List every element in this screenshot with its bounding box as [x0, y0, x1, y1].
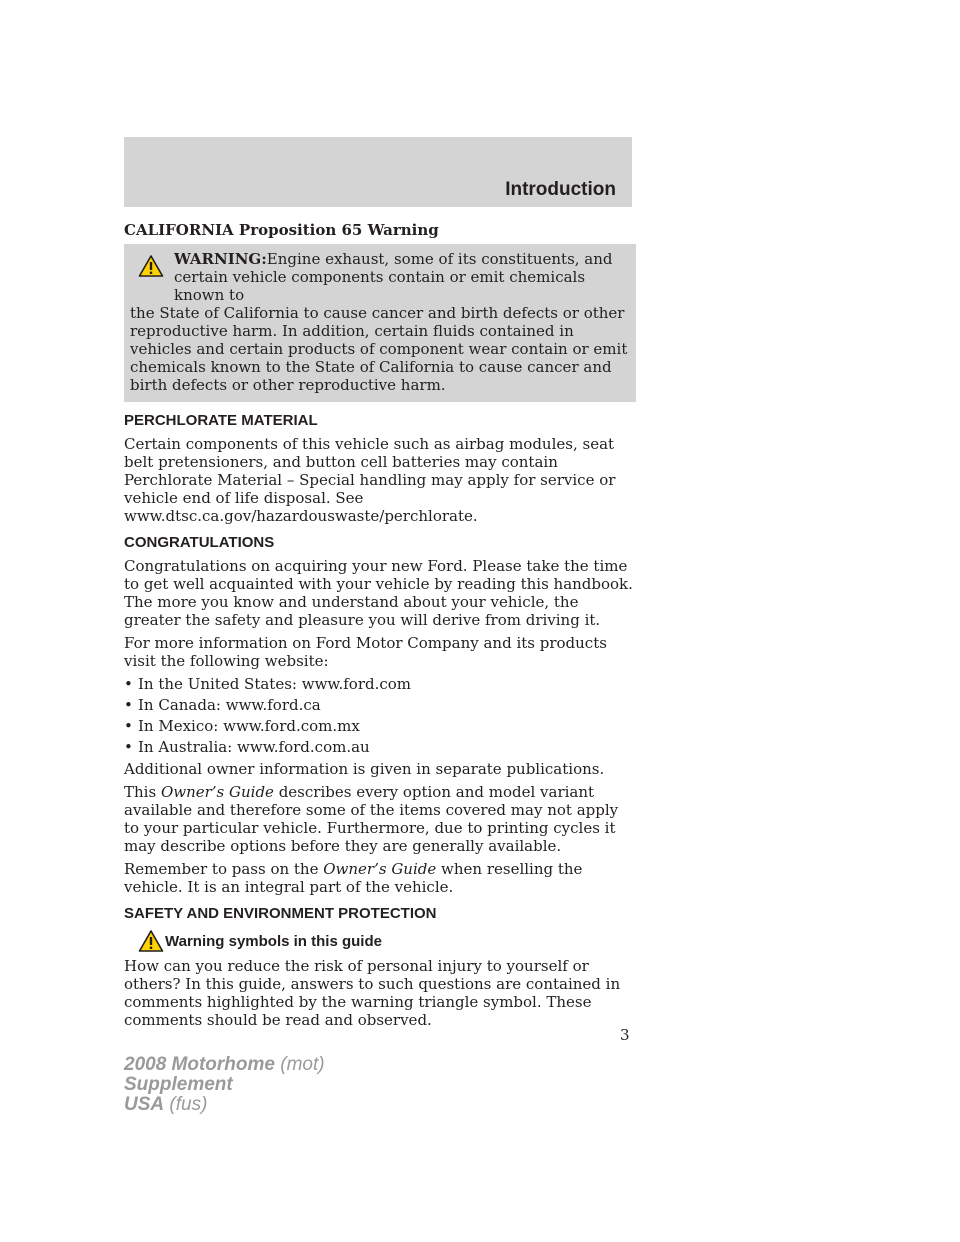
paragraph-prefix: Remember to pass on the [124, 860, 324, 878]
list-item [124, 696, 636, 714]
congratulations-paragraph-1: Congratulations on acquiring your new Ford. Please take the time to get well acquainted with your vehicle by reading this handbook. The more you know and understand about your vehicle, the greater the safety and pleasure you will derive from driving it. [124, 557, 633, 629]
safety-body: How can you reduce the risk of personal injury to yourself or others? In this guide, answers to such questions are contained in comments highlighted by the warning triangle symbol. These comments should be read and observed. [124, 957, 621, 1029]
list-item [124, 675, 636, 693]
footer-line-3 [124, 1095, 325, 1115]
bullet-icon: • [124, 738, 133, 756]
paragraph-prefix: This [124, 783, 161, 801]
reselling-paragraph [124, 860, 636, 896]
warning-symbols-subheading [124, 929, 636, 955]
perchlorate-heading: PERCHLORATE MATERIAL [124, 412, 318, 429]
warning-triangle-icon [138, 254, 164, 278]
subheading-label: Warning symbols in this guide [165, 933, 382, 950]
list-item-text: In the United States: www.ford.com [138, 675, 412, 693]
guide-name: Owner’s Guide [323, 860, 437, 878]
perchlorate-body: Certain components of this vehicle such as airbag modules, seat belt pretensioners, and button cell batteries may contain Perchlorate Material – Special handling may apply for service or vehicle end of life disposal. See www.dtsc.ca.gov/hazardouswaste/perchlorate. [124, 435, 616, 525]
warning-first-line [130, 250, 630, 268]
list-item [124, 738, 636, 756]
congratulations-heading: CONGRATULATIONS [124, 534, 275, 551]
footer-market-code: (fus) [164, 1094, 208, 1115]
list-item-text: In Mexico: www.ford.com.mx [138, 717, 360, 735]
page-number: 3 [620, 1026, 630, 1044]
congratulations-paragraph-2: For more information on Ford Motor Company and its products visit the following website: [124, 634, 607, 670]
header-band [124, 137, 632, 207]
owners-guide-paragraph [124, 783, 636, 855]
page-content [124, 221, 636, 1034]
paragraph-suffix: describes every option and model variant available and therefore some of the items covered may not apply to your particular vehicle. Furthermore, due to printing cycles it may describe options before they are generally available. [124, 783, 619, 855]
guide-name: Owner’s Guide [160, 783, 274, 801]
footer-line-1 [124, 1055, 325, 1075]
footer-model: 2008 Motorhome [124, 1054, 275, 1075]
warning-second-line: certain vehicle components contain or emit chemicals known to [174, 268, 586, 304]
bullet-icon: • [124, 717, 133, 735]
section-title: Introduction [505, 179, 616, 200]
website-list [124, 675, 636, 756]
warning-box [124, 244, 636, 402]
paragraph-suffix: when reselling the vehicle. It is an integral part of the vehicle. [124, 860, 583, 896]
safety-heading: SAFETY AND ENVIRONMENT PROTECTION [124, 905, 437, 922]
warning-triangle-icon [138, 929, 164, 953]
california-heading: CALIFORNIA Proposition 65 Warning [124, 221, 439, 239]
warning-rest-text: the State of California to cause cancer and birth defects or other reproductive harm. In addition, certain fluids contained in vehicles and certain products of component wear contain or emit chemicals known to the State of California to cause cancer and birth defects or other reproductive harm. [130, 304, 628, 394]
footer-line-2: Supplement [124, 1074, 233, 1095]
bullet-icon: • [124, 675, 133, 693]
warning-first-text: Engine exhaust, some of its constituents, and [266, 250, 613, 268]
additional-info-paragraph: Additional owner information is given in separate publications. [124, 760, 605, 778]
footer-market: USA [124, 1094, 165, 1115]
warning-label: WARNING: [174, 250, 267, 268]
list-item [124, 717, 636, 735]
footer [124, 1055, 325, 1115]
bullet-icon: • [124, 696, 133, 714]
list-item-text: In Australia: www.ford.com.au [138, 738, 370, 756]
list-item-text: In Canada: www.ford.ca [138, 696, 321, 714]
footer-model-code: (mot) [274, 1054, 325, 1075]
